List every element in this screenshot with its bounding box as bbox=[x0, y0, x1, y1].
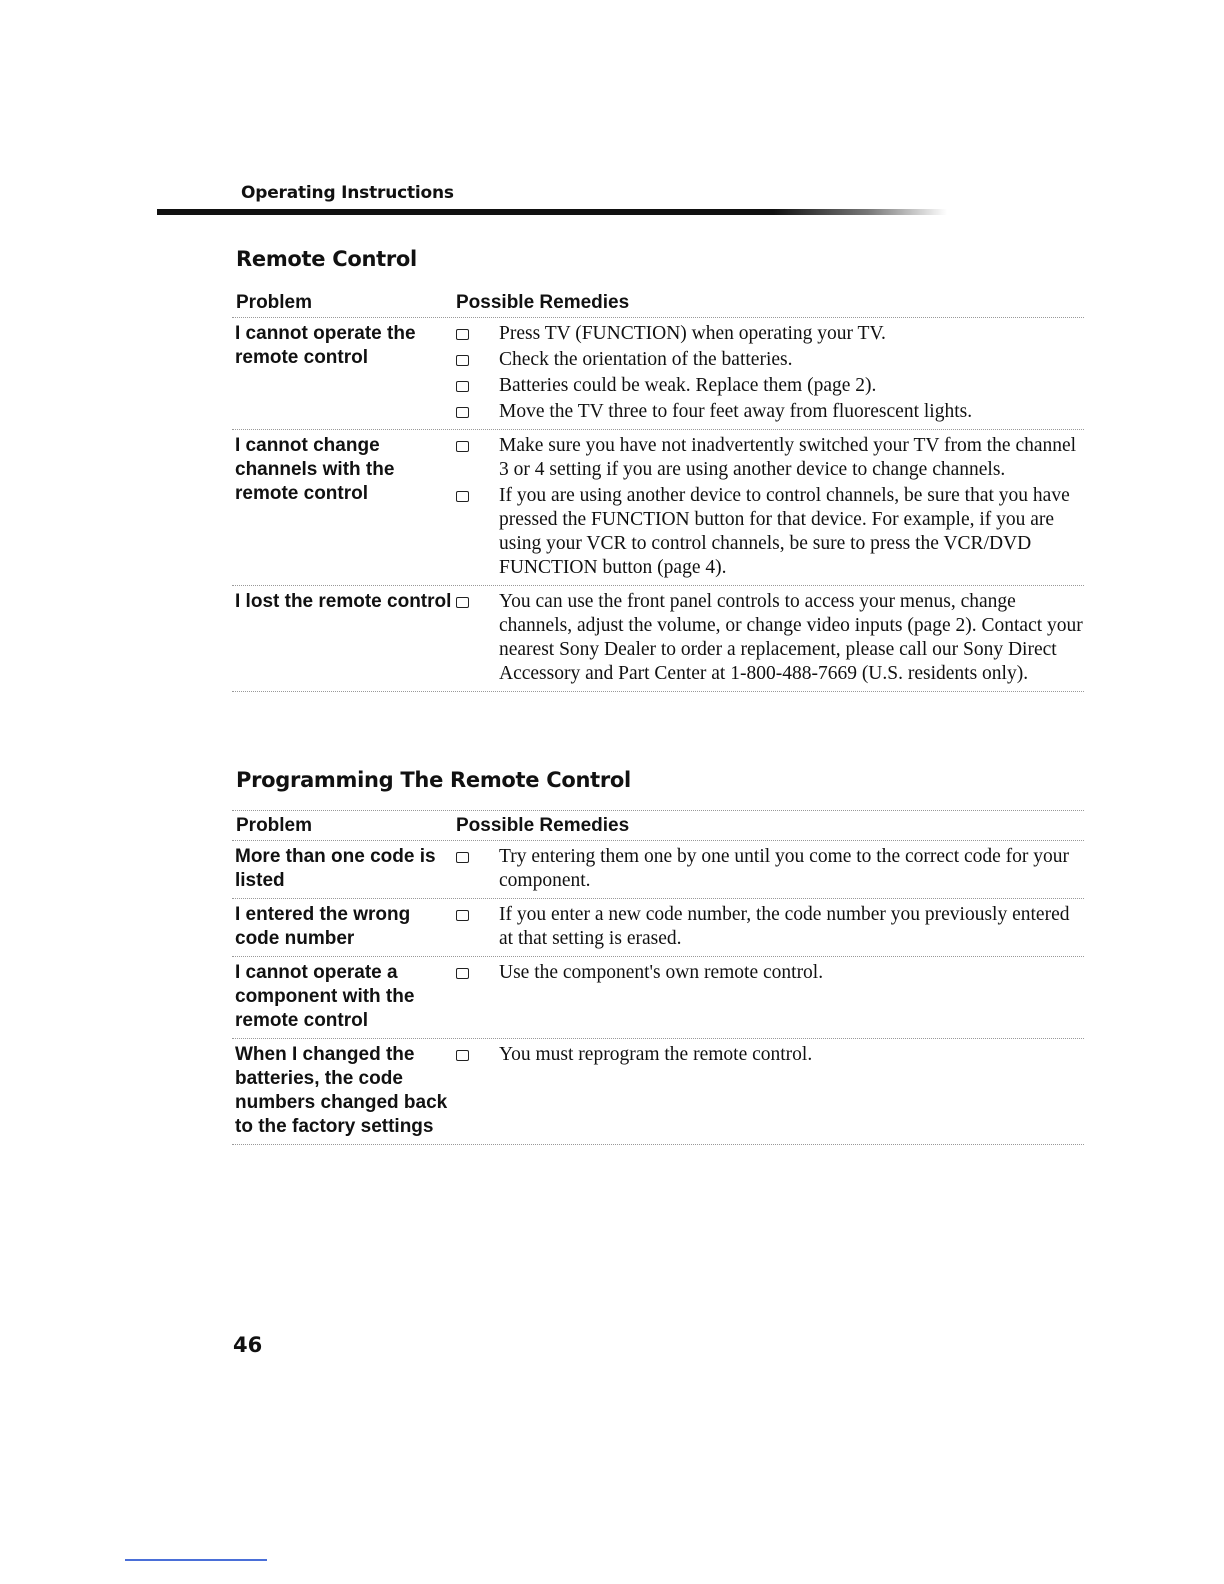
header-rule bbox=[157, 209, 947, 215]
remedy-item bbox=[452, 374, 1084, 398]
column-header-problem: Problem bbox=[236, 815, 313, 836]
remedy-item bbox=[452, 400, 1084, 424]
problem-text: I entered the wrong code number bbox=[235, 904, 411, 949]
remedies-list bbox=[452, 903, 1084, 951]
column-header-problem: Problem bbox=[236, 292, 313, 313]
problem-text: I lost the remote control bbox=[235, 591, 452, 612]
checkbox-bullet-icon bbox=[456, 491, 469, 502]
remedy-item bbox=[452, 322, 1084, 346]
table-row bbox=[232, 430, 1084, 586]
checkbox-bullet-icon bbox=[456, 381, 469, 392]
checkbox-bullet-icon bbox=[456, 355, 469, 366]
remedies-list bbox=[452, 845, 1084, 893]
checkbox-bullet-icon bbox=[456, 597, 469, 608]
remedies-list bbox=[452, 961, 1084, 1033]
remedies-list bbox=[452, 322, 1084, 424]
table-row bbox=[232, 957, 1084, 1039]
remedy-item bbox=[452, 434, 1084, 482]
table-row bbox=[232, 899, 1084, 957]
problem-text: I cannot operate the remote control bbox=[235, 323, 416, 368]
remedy-text: Make sure you have not inadvertently switched your TV from the channel 3 or 4 setting if you are using another device to change channels. bbox=[499, 435, 1077, 480]
remedy-text: If you enter a new code number, the code number you previously entered at that setting is erased. bbox=[499, 904, 1070, 949]
remedy-text: Try entering them one by one until you come to the correct code for your component. bbox=[499, 846, 1070, 891]
column-header-remedies: Possible Remedies bbox=[456, 815, 630, 836]
troubleshooting-table-programming bbox=[232, 810, 1084, 1145]
remedy-item bbox=[452, 1043, 1084, 1067]
table-header bbox=[232, 288, 1084, 318]
remedy-item bbox=[452, 903, 1084, 951]
troubleshooting-table-remote-control bbox=[232, 288, 1084, 692]
table-row bbox=[232, 318, 1084, 430]
problem-text: More than one code is listed bbox=[235, 846, 436, 891]
remedy-text: You must reprogram the remote control. bbox=[499, 1044, 813, 1065]
column-header-remedies: Possible Remedies bbox=[456, 292, 630, 313]
checkbox-bullet-icon bbox=[456, 329, 469, 340]
table-row bbox=[232, 1039, 1084, 1145]
remedy-text: Check the orientation of the batteries. bbox=[499, 349, 793, 370]
remedy-text: Move the TV three to four feet away from fluorescent lights. bbox=[499, 401, 973, 422]
checkbox-bullet-icon bbox=[456, 407, 469, 418]
page-number: 46 bbox=[233, 1333, 263, 1357]
remedy-item bbox=[452, 484, 1084, 580]
remedies-list bbox=[452, 434, 1084, 580]
checkbox-bullet-icon bbox=[456, 1050, 469, 1061]
remedy-text: Use the component's own remote control. bbox=[499, 962, 824, 983]
checkbox-bullet-icon bbox=[456, 968, 469, 979]
section-title-remote-control: Remote Control bbox=[236, 247, 417, 271]
table-row bbox=[232, 586, 1084, 692]
checkbox-bullet-icon bbox=[456, 852, 469, 863]
section-title-programming: Programming The Remote Control bbox=[236, 768, 631, 792]
remedy-text: Batteries could be weak. Replace them (page 2). bbox=[499, 375, 877, 396]
remedy-text: You can use the front panel controls to access your menus, change channels, adjust the volume, or change video inputs (page 2). Contact your nearest Sony Dealer to order a replacement, please call our Sony Direct Accessory and Part Center at 1-800-488-7669 (U.S. residents only). bbox=[499, 591, 1083, 684]
problem-text: I cannot operate a component with the remote control bbox=[235, 962, 415, 1031]
remedy-item bbox=[452, 961, 1084, 985]
checkbox-bullet-icon bbox=[456, 910, 469, 921]
table-row bbox=[232, 841, 1084, 899]
problem-text: When I changed the batteries, the code numbers changed back to the factory settings bbox=[235, 1044, 448, 1137]
remedies-list bbox=[452, 1043, 1084, 1139]
remedy-text: Press TV (FUNCTION) when operating your TV. bbox=[499, 323, 886, 344]
remedies-list bbox=[452, 590, 1084, 686]
remedy-text: If you are using another device to control channels, be sure that you have pressed the FUNCTION button for that device. For example, if you are using your VCR to control channels, be sure to press the VCR/DVD FUNCTION button (page 4). bbox=[499, 485, 1070, 578]
remedy-item bbox=[452, 348, 1084, 372]
checkbox-bullet-icon bbox=[456, 441, 469, 452]
problem-text: I cannot change channels with the remote control bbox=[235, 435, 395, 504]
footer-rule bbox=[125, 1559, 267, 1561]
table-header bbox=[232, 811, 1084, 841]
running-header: Operating Instructions bbox=[241, 183, 454, 203]
remedy-item bbox=[452, 845, 1084, 893]
remedy-item bbox=[452, 590, 1084, 686]
